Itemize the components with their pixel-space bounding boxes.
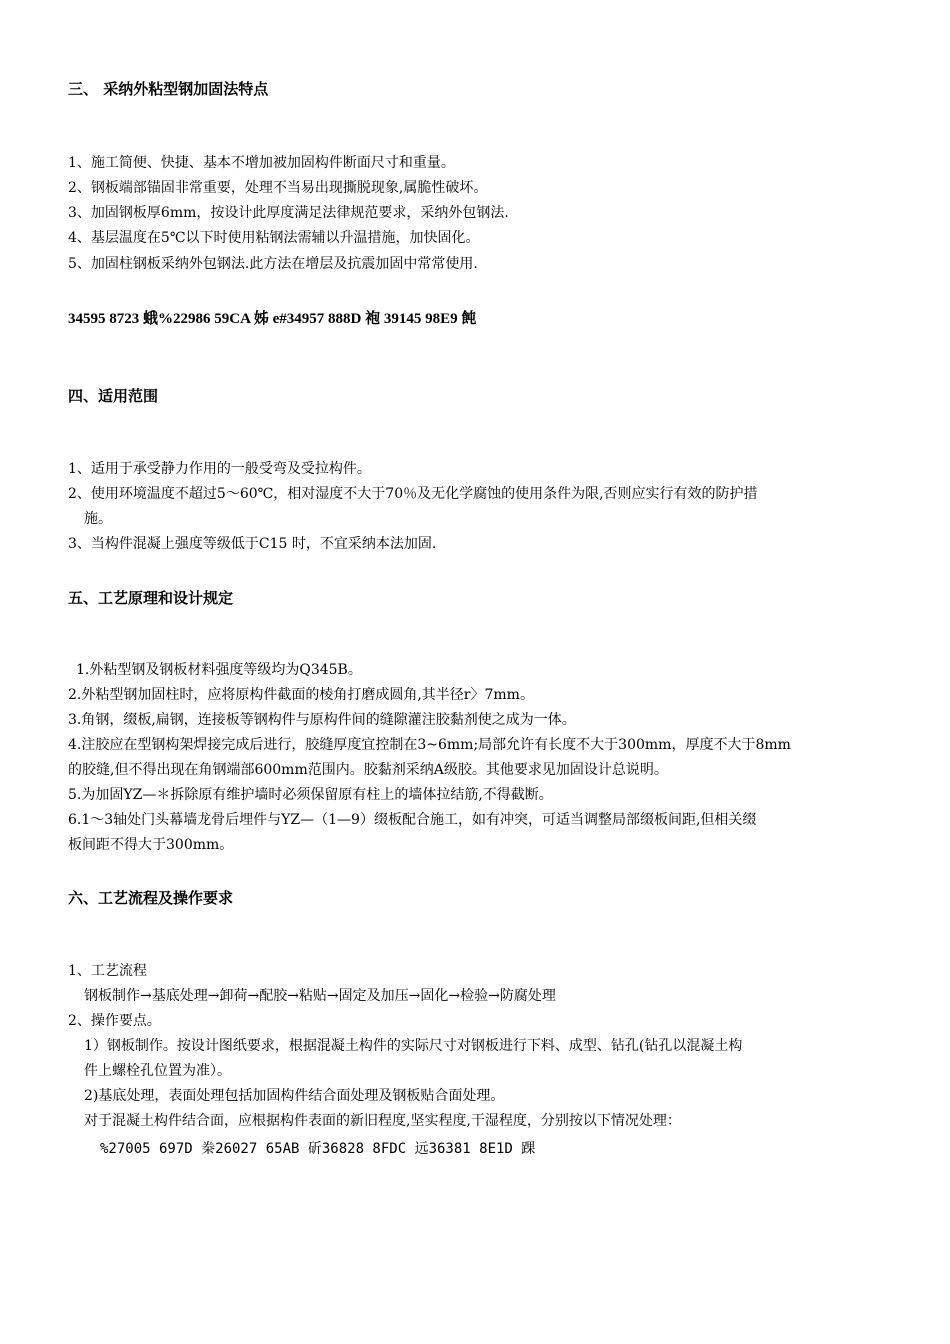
sub-item: 2)基底处理，表面处理包括加固构件结合面处理及钢板贴合面处理。 <box>84 1088 505 1104</box>
list-item: 1、适用于承受静力作用的一般受弯及受拉构件。 <box>68 461 371 477</box>
list-item: 6.1～3轴处门头幕墙龙骨后埋件与YZ—（1—9）缀板配合施工，如有冲突，可适当调整局部缀板间距,但相关缀 <box>68 812 757 828</box>
section-5-heading: 五、工艺原理和设计规定 <box>68 589 234 607</box>
list-item-continuation: 施。 <box>84 511 112 527</box>
list-item: 4、基层温度在5℃以下时使用粘钢法需辅以升温措施，加快固化。 <box>68 230 480 246</box>
process-flow: 钢板制作→基底处理→卸荷→配胶→粘贴→固定及加压→固化→检验→防腐处理 <box>84 988 556 1004</box>
garbled-code-line: %27005 697D 桊26027 65AB 斫36828 8FDC 远36381 8E1D 踝 <box>100 1141 536 1157</box>
list-item: 5.为加固YZ—＊拆除原有维护墙时必须保留原有柱上的墙体拉结筋,不得截断。 <box>68 787 553 803</box>
garbled-code-line: 34595 8723 蛾%22986 59CA 姊 e#34957 888D 袍 39145 98E9 飩 <box>68 311 477 327</box>
list-item: 1.外粘型钢及钢板材料强度等级均为Q345B。 <box>76 662 362 678</box>
section-3-heading: 三、 采纳外粘型钢加固法特点 <box>68 80 269 98</box>
list-item: 2、钢板端部锚固非常重要，处理不当易出现撕脱现象,属脆性破坏。 <box>68 180 488 196</box>
list-item: 1、施工简便、快捷、基本不增加被加固构件断面尺寸和重量。 <box>68 155 455 171</box>
sub-item: 对于混凝土构件结合面，应根据构件表面的新旧程度,坚实程度,干湿程度，分别按以下情况处理： <box>84 1113 681 1129</box>
list-item: 2.外粘型钢加固柱时，应将原构件截面的棱角打磨成圆角,其半径r〉7mm。 <box>68 687 534 703</box>
list-item: 2、操作要点。 <box>68 1013 161 1029</box>
list-item: 4.注胶应在型钢构架焊接完成后进行，胶缝厚度宜控制在3~6mm;局部允许有长度不大于300mm，厚度不大于8mm <box>68 737 791 753</box>
sub-item-continuation: 件上螺栓孔位置为准）。 <box>84 1063 231 1079</box>
sub-item: 1）钢板制作。按设计图纸要求，根据混凝土构件的实际尺寸对钢板进行下料、成型、钻孔(钻孔以混凝土构 <box>84 1038 743 1054</box>
list-item-continuation: 的胶缝,但不得出现在角钢端部600mm范围内。胶黏剂采纳A级胶。其他要求见加固设计总说明。 <box>68 762 668 778</box>
list-item: 3、当构件混凝上强度等级低于C15 时，不宜采纳本法加固. <box>68 536 437 552</box>
section-4-heading: 四、适用范围 <box>68 387 159 405</box>
list-item: 3、加固钢板厚6mm，按设计此厚度满足法律规范要求，采纳外包钢法. <box>68 205 509 221</box>
list-item: 5、加固柱钢板采纳外包钢法.此方法在增层及抗震加固中常常使用. <box>68 256 478 272</box>
list-item: 1、工艺流程 <box>68 963 147 979</box>
list-item: 2、使用环境温度不超过5～60℃，相对湿度不大于70％及无化学腐蚀的使用条件为限,否则应实行有效的防护措 <box>68 486 758 502</box>
list-item: 3.角钢，缀板,扁钢，连接板等钢构件与原构件间的缝隙灌注胶黏剂使之成为一体。 <box>68 712 576 728</box>
list-item-continuation: 板间距不得大于300mm。 <box>68 837 234 853</box>
section-6-heading: 六、工艺流程及操作要求 <box>68 889 234 907</box>
